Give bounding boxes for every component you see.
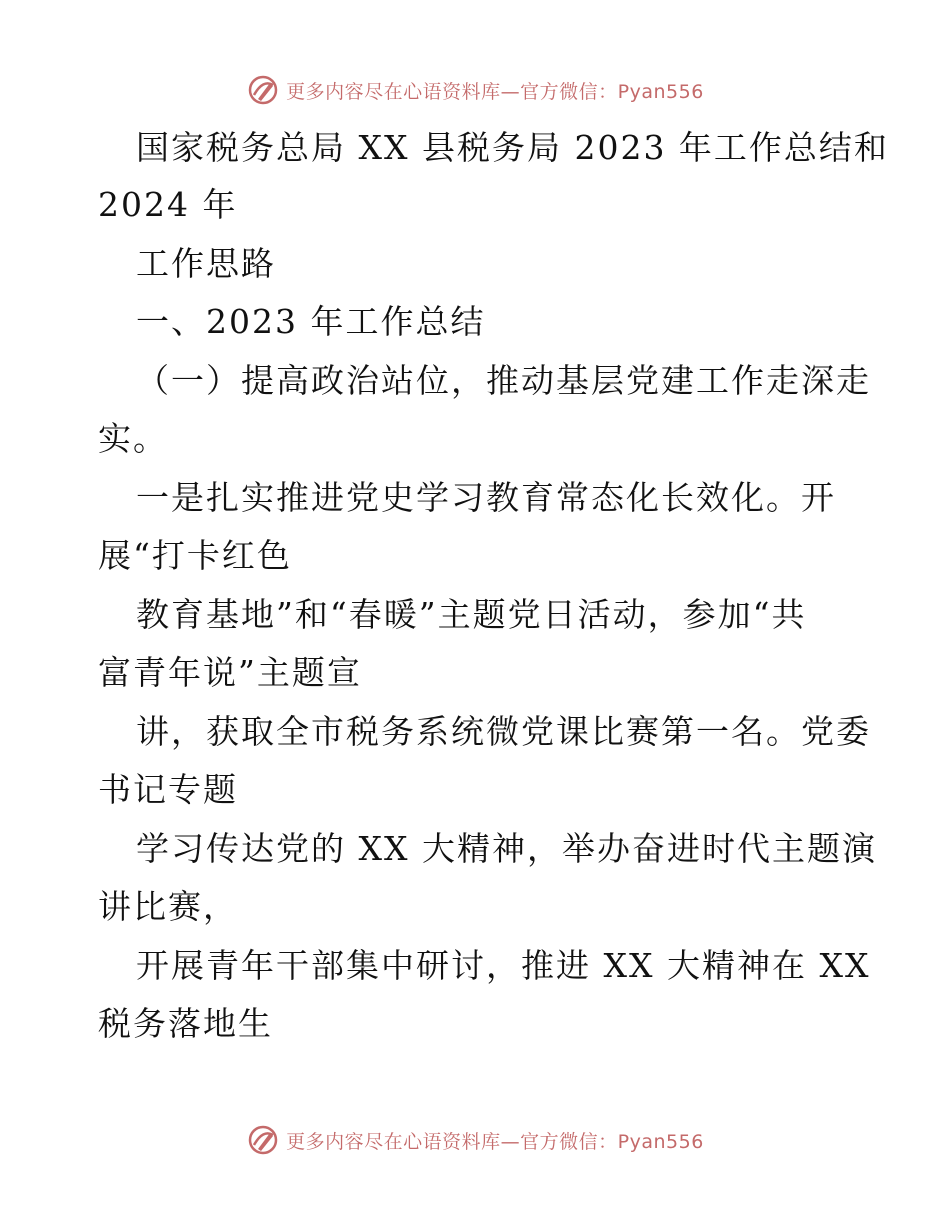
paragraph-line: 书记专题 xyxy=(98,770,238,809)
subsection-heading-line-2: 实。 xyxy=(98,419,168,458)
paragraph-line: 讲，获取全市税务系统微党课比赛第一名。党委 xyxy=(136,712,871,751)
paragraph-line: 学习传达党的 XX 大精神，举办奋进时代主题演 xyxy=(136,829,877,868)
subsection-heading-line-1: （一）提高政治站位，推动基层党建工作走深走 xyxy=(136,361,871,400)
paragraph-line: 展“打卡红色 xyxy=(98,536,292,575)
paragraph-line: 富青年说”主题宣 xyxy=(98,653,362,692)
header-watermark xyxy=(0,70,950,110)
watermark-text: 更多内容尽在心语资料库—官方微信：Pyan556 xyxy=(286,80,704,103)
watermark-text: 更多内容尽在心语资料库—官方微信：Pyan556 xyxy=(286,1130,704,1153)
doc-title-line-2: 2024 年 xyxy=(98,185,238,224)
paragraph-line: 教育基地”和“春暖”主题党日活动，参加“共 xyxy=(136,595,807,634)
doc-title-line-1: 国家税务总局 XX 县税务局 2023 年工作总结和 xyxy=(136,128,889,167)
pen-swirl-logo-icon xyxy=(246,73,280,107)
doc-title-line-3: 工作思路 xyxy=(136,244,276,283)
footer-watermark xyxy=(0,1120,950,1160)
paragraph-line: 开展青年干部集中研讨，推进 XX 大精神在 XX xyxy=(136,946,871,985)
paragraph-line: 讲比赛， xyxy=(98,887,238,926)
pen-swirl-logo-icon xyxy=(246,1123,280,1157)
paragraph-line: 税务落地生 xyxy=(98,1004,273,1043)
paragraph-line: 一是扎实推进党史学习教育常态化长效化。开 xyxy=(136,478,836,517)
section-heading: 一、2023 年工作总结 xyxy=(136,302,486,341)
